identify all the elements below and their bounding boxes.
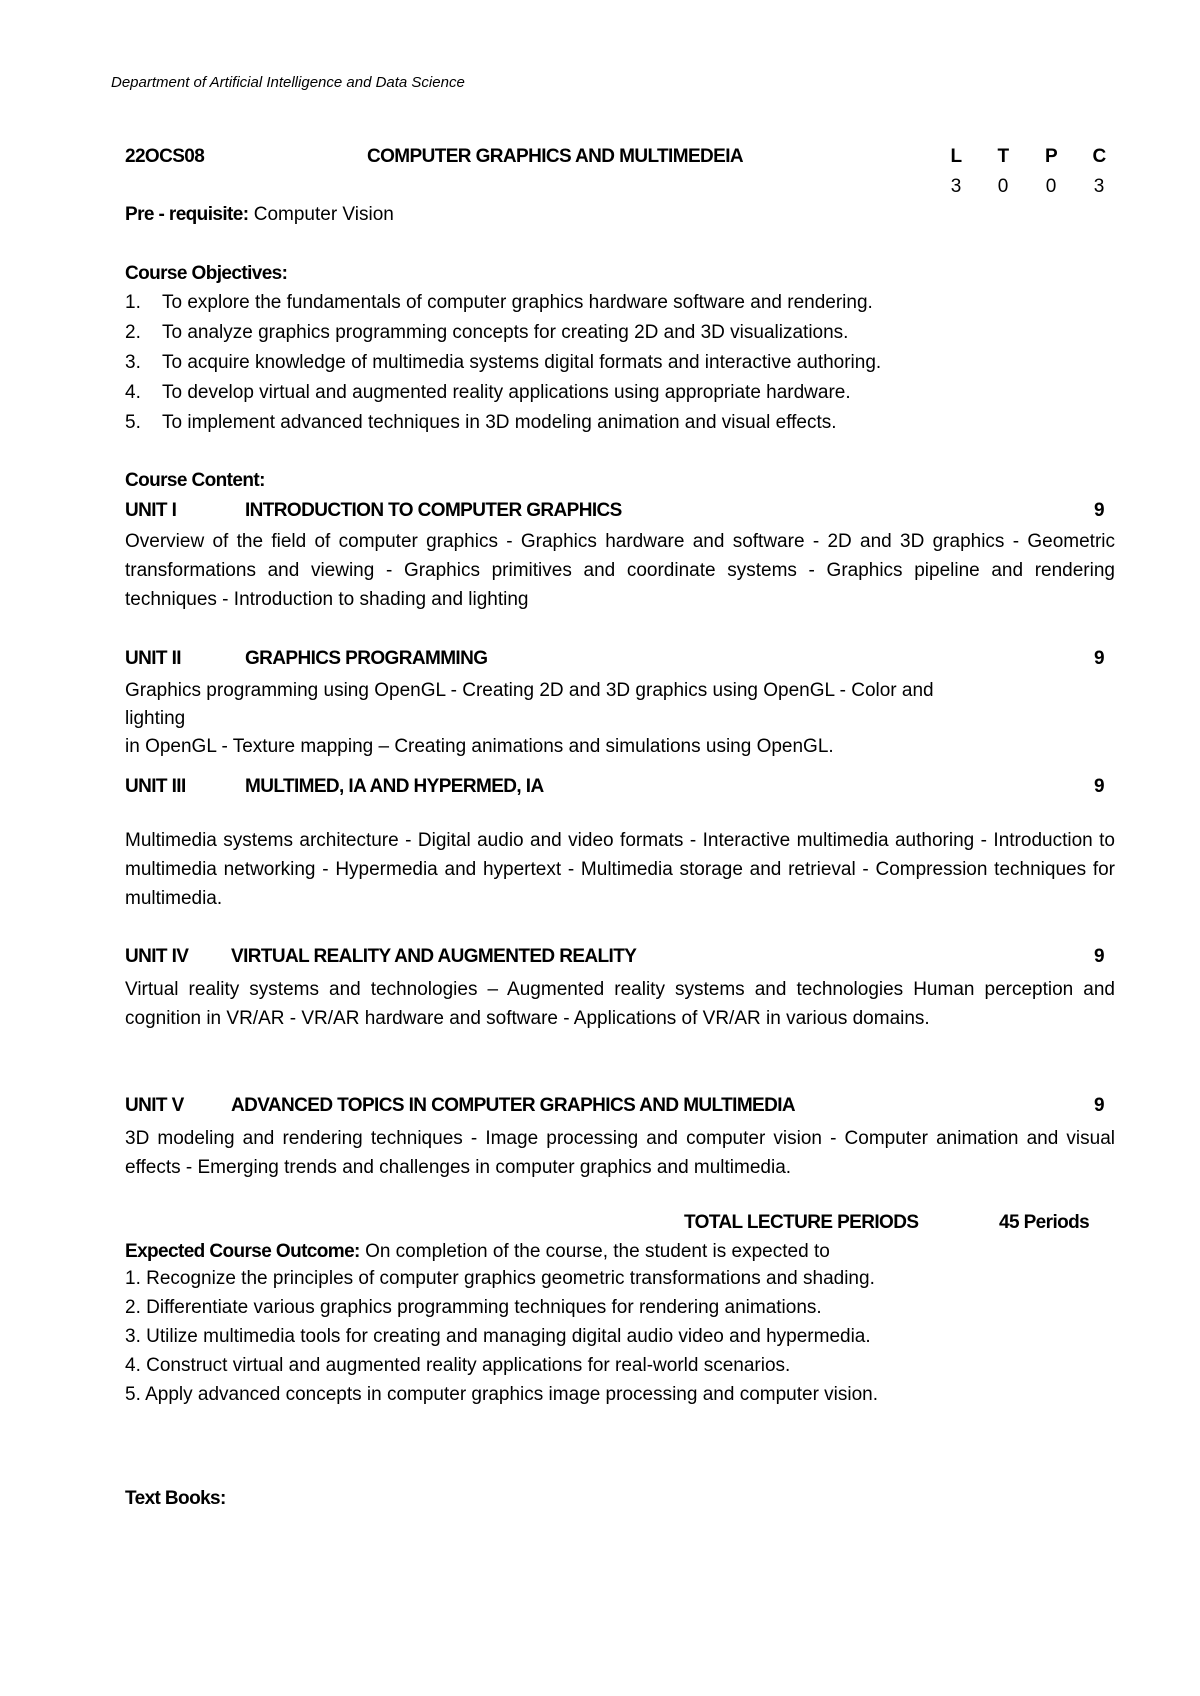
objectives-list bbox=[125, 292, 881, 442]
list-item: 1. Recognize the principles of computer graphics geometric transformations and shading. bbox=[125, 1268, 875, 1289]
list-item: 4. To develop virtual and augmented reality applications using appropriate hardware. bbox=[125, 382, 851, 403]
list-item: 3. To acquire knowledge of multimedia systems digital formats and interactive authoring. bbox=[125, 352, 882, 373]
unit-2-title: GRAPHICS PROGRAMMING bbox=[245, 648, 488, 669]
unit-1-body: Overview of the field of computer graphics - Graphics hardware and software - 2D and 3D graphics - Geometric transformations and viewing - Graphics primitives and coordinate systems - Graphics pipeline and rendering techniques - Introduction to shading and lighting bbox=[125, 531, 1115, 610]
unit-4-body: Virtual reality systems and technologies – Augmented reality systems and technologies Human perception and cognition in VR/AR - VR/AR hardware and software - Applications of VR/AR in various domains. bbox=[125, 979, 1115, 1029]
outcomes-heading: Expected Course Outcome: bbox=[125, 1241, 360, 1262]
ltpc-value-t: 0 bbox=[997, 176, 1009, 197]
ltpc-label-l: L bbox=[950, 146, 962, 167]
objectives-heading: Course Objectives: bbox=[125, 263, 288, 284]
unit-3-body: Multimedia systems architecture - Digital audio and video formats - Interactive multimedia authoring - Introduction to multimedia networking - Hypermedia and hypertext - Multimedia storage and retrieval - Compression techniques for multimedia. bbox=[125, 830, 1115, 909]
content-heading: Course Content: bbox=[125, 470, 265, 491]
unit-4-title: VIRTUAL REALITY AND AUGMENTED REALITY bbox=[231, 946, 637, 967]
list-item: 1. To explore the fundamentals of computer graphics hardware software and rendering. bbox=[125, 292, 873, 313]
unit-1-label: UNIT I bbox=[125, 500, 177, 521]
prerequisite-label: Pre - requisite: bbox=[125, 204, 249, 225]
unit-5-hours: 9 bbox=[1094, 1095, 1104, 1116]
unit-2-body-line-2: lighting bbox=[125, 708, 186, 729]
unit-5-label: UNIT V bbox=[125, 1095, 184, 1116]
ltpc-label-p: P bbox=[1044, 146, 1058, 167]
list-item: 5. To implement advanced techniques in 3D modeling animation and visual effects. bbox=[125, 412, 837, 433]
outcomes-list bbox=[125, 1268, 878, 1413]
department-header: Department of Artificial Intelligence and Data Science bbox=[111, 74, 465, 91]
unit-2-hours: 9 bbox=[1094, 648, 1104, 669]
unit-1-title: INTRODUCTION TO COMPUTER GRAPHICS bbox=[245, 500, 622, 521]
unit-4-hours: 9 bbox=[1094, 946, 1104, 967]
unit-2-body-line-3: in OpenGL - Texture mapping – Creating animations and simulations using OpenGL. bbox=[125, 736, 834, 757]
course-code: 22OCS08 bbox=[125, 146, 205, 167]
unit-4-label: UNIT IV bbox=[125, 946, 189, 967]
total-periods-value: 45 Periods bbox=[999, 1212, 1090, 1233]
ltpc-value-p: 0 bbox=[1045, 176, 1057, 197]
prerequisite bbox=[125, 204, 394, 226]
outcomes-intro-text: On completion of the course, the student is expected to bbox=[365, 1241, 830, 1262]
unit-5-body: 3D modeling and rendering techniques - Image processing and computer vision - Computer animation and visual effects - Emerging trends and challenges in computer graphics and multimedia. bbox=[125, 1128, 1115, 1178]
outcomes-intro bbox=[125, 1241, 830, 1263]
list-item: 2. To analyze graphics programming concepts for creating 2D and 3D visualizations. bbox=[125, 322, 849, 343]
ltpc-value-l: 3 bbox=[950, 176, 962, 197]
course-title: COMPUTER GRAPHICS AND MULTIMEDEIA bbox=[367, 146, 744, 167]
ltpc-label-t: T bbox=[997, 146, 1009, 167]
list-item: 5. Apply advanced concepts in computer graphics image processing and computer vision. bbox=[125, 1384, 879, 1405]
unit-2-body-line-1: Graphics programming using OpenGL - Creating 2D and 3D graphics using OpenGL - Color and bbox=[125, 680, 934, 701]
total-periods-label: TOTAL LECTURE PERIODS bbox=[684, 1212, 919, 1233]
unit-3-hours: 9 bbox=[1094, 776, 1104, 797]
unit-3-label: UNIT III bbox=[125, 776, 186, 797]
prerequisite-value: Computer Vision bbox=[253, 204, 394, 225]
unit-5-title: ADVANCED TOPICS IN COMPUTER GRAPHICS AND MULTIMEDIA bbox=[231, 1095, 796, 1116]
list-item: 3. Utilize multimedia tools for creating and managing digital audio video and hypermedia. bbox=[125, 1326, 871, 1347]
ltpc-label-c: C bbox=[1092, 146, 1106, 167]
unit-2-label: UNIT II bbox=[125, 648, 181, 669]
list-item: 2. Differentiate various graphics programming techniques for rendering animations. bbox=[125, 1297, 822, 1318]
unit-1-hours: 9 bbox=[1094, 500, 1104, 521]
list-item: 4. Construct virtual and augmented reality applications for real-world scenarios. bbox=[125, 1355, 791, 1376]
unit-3-title: MULTIMED, IA AND HYPERMED, IA bbox=[245, 776, 544, 797]
textbooks-heading: Text Books: bbox=[125, 1488, 226, 1509]
ltpc-value-c: 3 bbox=[1093, 176, 1105, 197]
